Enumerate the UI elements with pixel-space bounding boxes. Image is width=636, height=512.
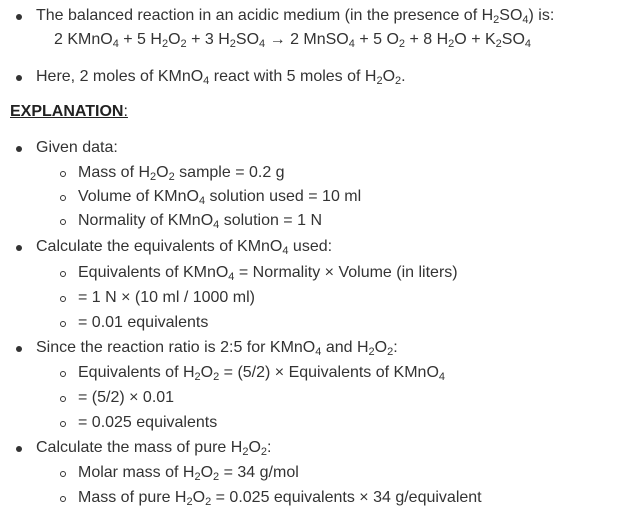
list-item: Mass of $H_2O_2$ sample = 0.2 g (78, 163, 285, 183)
reaction-intro-item (36, 6, 554, 26)
list-item: = 0.01 equivalents (78, 313, 208, 333)
bullet-icon (16, 14, 22, 20)
list-item: Volume of KMnO$_4$ solution used = 10 ml (78, 187, 361, 207)
reaction-intro-text: The balanced reaction in an acidic medium (in the presence of $H_2SO_4$) is: (36, 7, 555, 26)
bullet-icon (16, 75, 22, 81)
list-item: = 1 N × (10 ml / 1000 ml) (78, 288, 255, 308)
bullet-icon (16, 146, 22, 152)
bullet-icon (16, 446, 22, 452)
sub-bullet-icon (60, 271, 66, 277)
section-kmno4-equivalents: Calculate the equivalents of KMnO$_4$ used: (36, 237, 332, 257)
section-mass-pure-h2o2: Calculate the mass of pure $H_2O_2$: (36, 438, 271, 458)
bullet-icon (16, 346, 22, 352)
sub-bullet-icon (60, 371, 66, 377)
section-given-data: Given data: (36, 138, 118, 158)
sub-bullet-icon (60, 321, 66, 327)
list-item: Normality of KMnO$_4$ solution = 1 N (78, 211, 322, 231)
explanation-heading: EXPLANATION: (10, 103, 128, 120)
ratio-note-item (36, 67, 406, 87)
list-item: = (5/2) × 0.01 (78, 388, 174, 408)
sub-bullet-icon (60, 219, 66, 225)
section-reaction-ratio: Since the reaction ratio is 2:5 for KMnO$_4$ and $H_2O_2$: (36, 338, 398, 358)
ratio-note-text: Here, 2 moles of KMnO$_4$ react with 5 moles of $H_2O_2$. (36, 68, 406, 87)
list-item: = 0.025 equivalents (78, 413, 217, 433)
sub-bullet-icon (60, 195, 66, 201)
list-item: Equivalents of $H_2O_2 = (5/2)$ × Equivalents of KMnO$_4$ (78, 363, 445, 383)
sub-bullet-icon (60, 296, 66, 302)
sub-bullet-icon (60, 496, 66, 502)
bullet-icon (16, 245, 22, 251)
sub-bullet-icon (60, 171, 66, 177)
balanced-equation: 2 KMnO$_4$ + 5 $H_2O_2 + 3$ $H_2SO_4 \to 2$ MnSO$_4$ + 5 $O_2 + 8$ $H_2O + K_2SO_4$ (54, 31, 532, 50)
sub-bullet-icon (60, 421, 66, 427)
sub-bullet-icon (60, 396, 66, 402)
list-item: Molar mass of $H_2O_2 = 34$ g/mol (78, 463, 299, 483)
list-item: Equivalents of KMnO$_4$ = Normality × Volume (in liters) (78, 263, 458, 283)
sub-bullet-icon (60, 471, 66, 477)
list-item: Mass of pure $H_2O_2 = 0.025$ equivalents × 34 g/equivalent (78, 488, 482, 508)
